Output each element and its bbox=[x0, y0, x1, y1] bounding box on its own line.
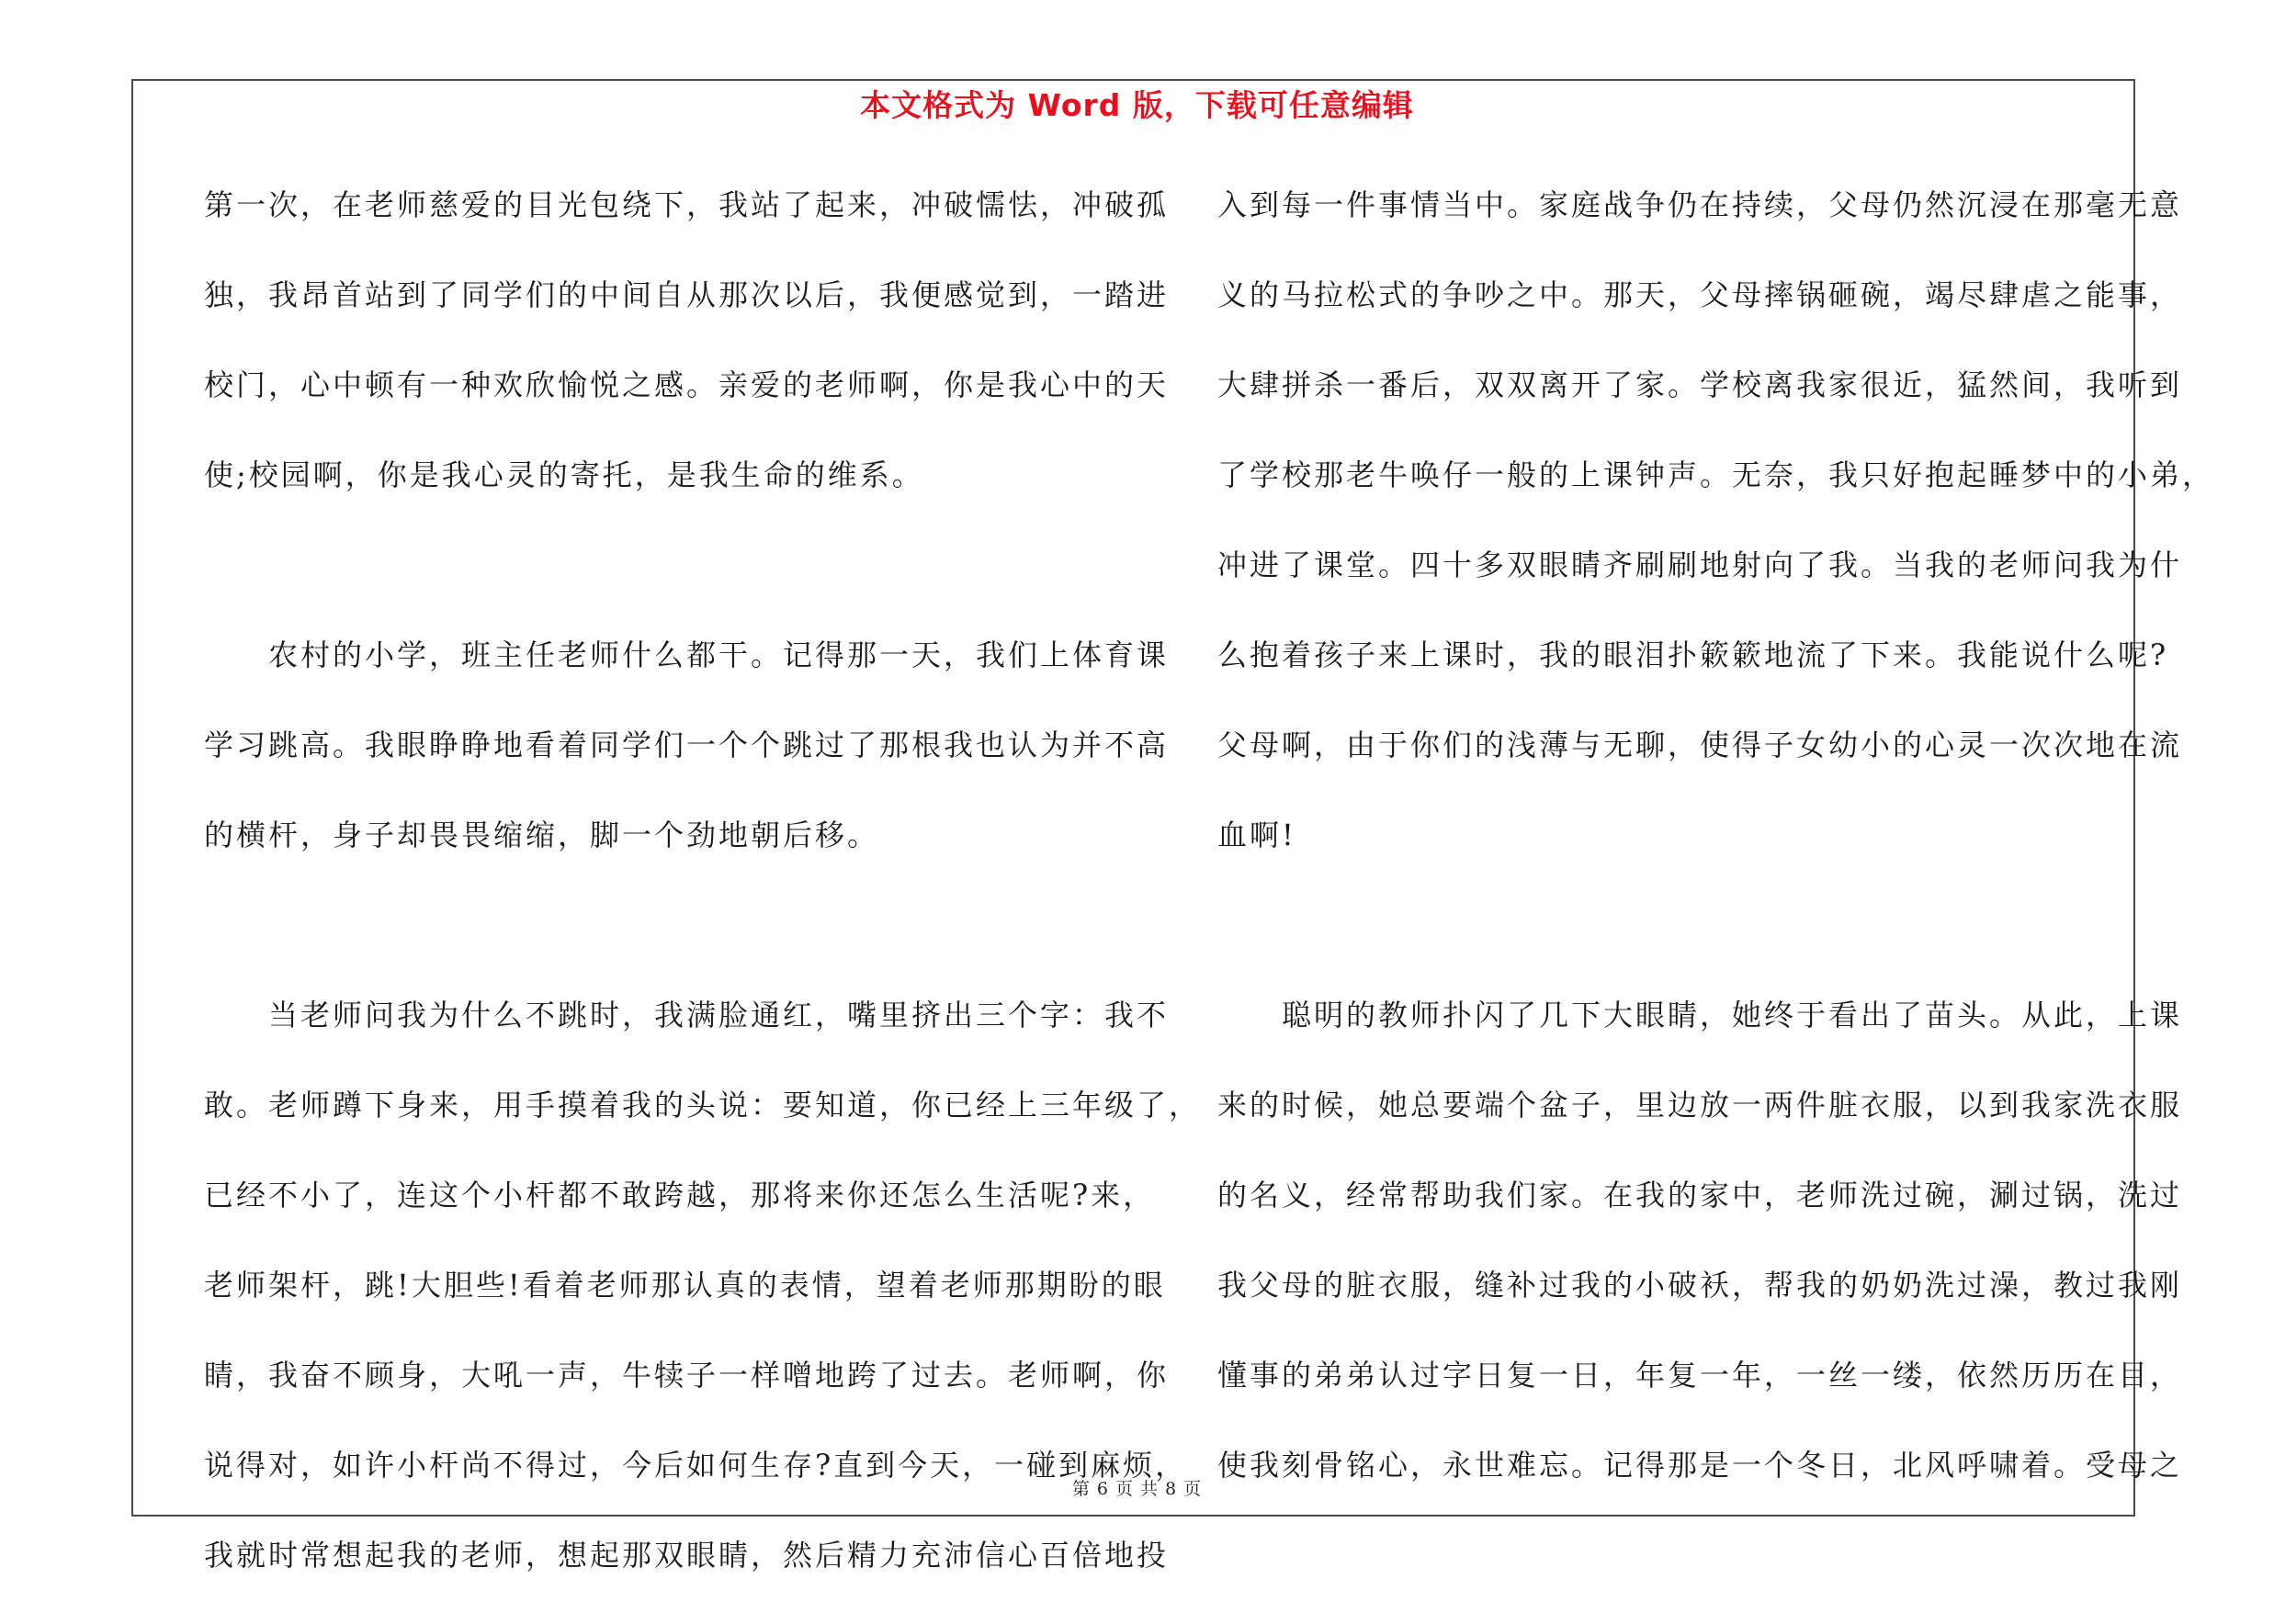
text-line: 么抱着孩子来上课时，我的眼泪扑簌簌地流了下来。我能说什么呢? bbox=[1217, 637, 2169, 672]
text-line: 睛，我奋不顾身，大吼一声，牛犊子一样噌地跨了过去。老师啊，你 bbox=[204, 1358, 1170, 1393]
text-line: 说得对，如许小杆尚不得过，今后如何生存?直到今天，一碰到麻烦， bbox=[204, 1448, 1188, 1483]
text-line: 我父母的脏衣服，缝补过我的小破袄，帮我的奶奶洗过澡，教过我刚 bbox=[1217, 1268, 2183, 1303]
text-line: 的名义，经常帮助我们家。在我的家中，老师洗过碗，涮过锅，洗过 bbox=[1217, 1178, 2183, 1212]
right-text-column bbox=[1217, 184, 2215, 1534]
text-line: 老师架杆，跳!大胆些!看着老师那认真的表情，望着老师那期盼的眼 bbox=[204, 1268, 1166, 1303]
text-line: 敢。老师蹲下身来，用手摸着我的头说：要知道，你已经上三年级了， bbox=[204, 1088, 1202, 1122]
text-line: 入到每一件事情当中。家庭战争仍在持续，父母仍然沉浸在那毫无意 bbox=[1217, 187, 2183, 222]
text-line: 独，我昂首站到了同学们的中间自从那次以后，我便感觉到，一踏进 bbox=[204, 277, 1170, 312]
text-line: 使我刻骨铭心，永世难忘。记得那是一个冬日，北风呼啸着。受母之 bbox=[1217, 1448, 2183, 1483]
text-line: 懂事的弟弟认过字日复一日，年复一年，一丝一缕，依然历历在目， bbox=[1217, 1358, 2183, 1393]
text-line: 学习跳高。我眼睁睁地看着同学们一个个跳过了那根我也认为并不高 bbox=[204, 727, 1170, 762]
text-line: 父母啊，由于你们的浅薄与无聊，使得子女幼小的心灵一次次地在流 bbox=[1217, 727, 2183, 762]
text-line: 冲进了课堂。四十多双眼睛齐刷刷地射向了我。当我的老师问我为什 bbox=[1217, 547, 2183, 582]
paragraph-gap bbox=[1217, 904, 2127, 994]
text-line: 来的时候，她总要端个盆子，里边放一两件脏衣服，以到我家洗衣服 bbox=[1217, 1088, 2183, 1122]
text-line: 校门，心中顿有一种欢欣愉悦之感。亲爱的老师啊，你是我心中的天 bbox=[204, 367, 1170, 402]
text-line: 当老师问我为什么不跳时，我满脸通红，嘴里挤出三个字：我不 bbox=[204, 998, 1170, 1032]
page-number-footer: 第 6 页 共 8 页 bbox=[1071, 1479, 1203, 1499]
text-line: 农村的小学，班主任老师什么都干。记得那一天，我们上体育课 bbox=[204, 637, 1170, 672]
paragraph-gap bbox=[204, 544, 1114, 634]
text-line: 大肆拼杀一番后，双双离开了家。学校离我家很近，猛然间，我听到 bbox=[1217, 367, 2183, 402]
text-line: 我就时常想起我的老师，想起那双眼睛，然后精力充沛信心百倍地投 bbox=[204, 1538, 1170, 1573]
text-line: 的横杆，身子却畏畏缩缩，脚一个劲地朝后移。 bbox=[204, 818, 880, 852]
text-line: 义的马拉松式的争吵之中。那天，父母摔锅砸碗，竭尽肆虐之能事， bbox=[1217, 277, 2183, 312]
document-header-title: 本文格式为 Word 版，下载可任意编辑 bbox=[860, 87, 1414, 123]
text-line: 使;校园啊，你是我心灵的寄托，是我生命的维系。 bbox=[204, 457, 924, 492]
text-line: 了学校那老牛唤仔一般的上课钟声。无奈，我只好抱起睡梦中的小弟， bbox=[1217, 457, 2215, 492]
text-line: 第一次，在老师慈爱的目光包绕下，我站了起来，冲破懦怯，冲破孤 bbox=[204, 187, 1170, 222]
paragraph-gap bbox=[204, 904, 1114, 994]
text-line: 聪明的教师扑闪了几下大眼睛，她终于看出了苗头。从此，上课 bbox=[1217, 998, 2183, 1032]
text-line: 已经不小了，连这个小杆都不敢跨越，那将来你还怎么生活呢?来， bbox=[204, 1178, 1156, 1212]
text-line: 血啊! bbox=[1217, 818, 1296, 852]
